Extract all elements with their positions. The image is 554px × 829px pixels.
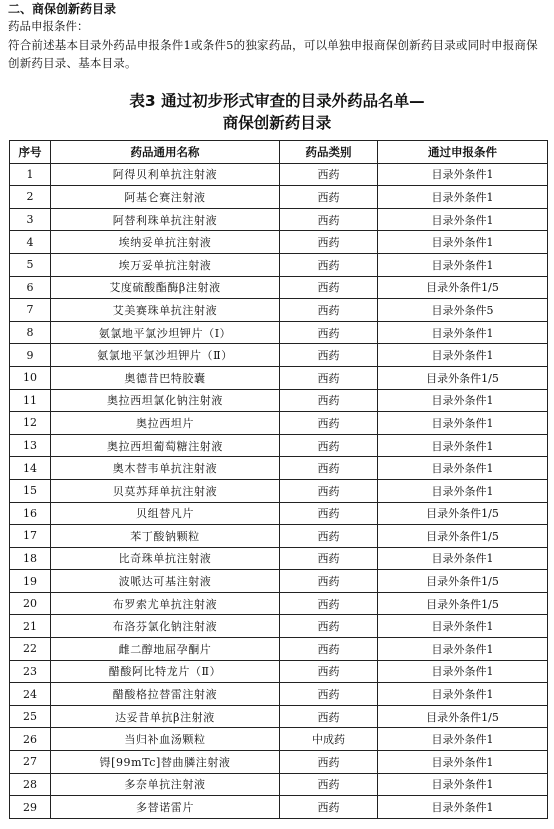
cell-passed-condition: 目录外条件1 — [378, 434, 548, 457]
table-row — [10, 253, 548, 276]
cell-passed-condition: 目录外条件1 — [378, 231, 548, 254]
cell-drug-name: 比奇珠单抗注射液 — [51, 547, 280, 570]
table-row — [10, 344, 548, 367]
cell-drug-category: 西药 — [280, 796, 378, 819]
table-row — [10, 773, 548, 796]
cell-serial-number: 19 — [10, 570, 51, 593]
cell-passed-condition: 目录外条件1 — [378, 728, 548, 751]
cell-serial-number: 11 — [10, 389, 51, 412]
cell-passed-condition: 目录外条件1 — [378, 208, 548, 231]
cell-serial-number: 15 — [10, 479, 51, 502]
cell-drug-name: 雌二醇地屈孕酮片 — [51, 638, 280, 661]
cell-drug-name: 贝莫苏拜单抗注射液 — [51, 479, 280, 502]
table-row — [10, 615, 548, 638]
cell-serial-number: 2 — [10, 186, 51, 209]
cell-drug-category: 西药 — [280, 547, 378, 570]
cell-drug-name: 锝[99mTc]替曲膦注射液 — [51, 751, 280, 774]
cell-drug-category: 西药 — [280, 683, 378, 706]
cell-drug-name: 氨氯地平氯沙坦钾片（Ⅱ） — [51, 344, 280, 367]
cell-serial-number: 14 — [10, 457, 51, 480]
cell-drug-name: 贝组替凡片 — [51, 502, 280, 525]
cell-drug-category: 西药 — [280, 457, 378, 480]
cell-serial-number: 21 — [10, 615, 51, 638]
cell-serial-number: 7 — [10, 299, 51, 322]
cell-serial-number: 10 — [10, 366, 51, 389]
table-title-line-1: 表3 通过初步形式审查的目录外药品名单— — [129, 92, 425, 110]
cell-passed-condition: 目录外条件1 — [378, 796, 548, 819]
table-row — [10, 434, 548, 457]
cell-drug-name: 埃万妥单抗注射液 — [51, 253, 280, 276]
cell-drug-category: 西药 — [280, 321, 378, 344]
cell-serial-number: 16 — [10, 502, 51, 525]
cell-passed-condition: 目录外条件1 — [378, 253, 548, 276]
cell-drug-name: 醋酸阿比特龙片（Ⅱ） — [51, 660, 280, 683]
cell-serial-number: 9 — [10, 344, 51, 367]
cell-drug-name: 艾度硫酸酯酶β注射液 — [51, 276, 280, 299]
table-header-row — [10, 141, 548, 164]
table-row — [10, 366, 548, 389]
cell-drug-category: 西药 — [280, 208, 378, 231]
intro-paragraph: 符合前述基本目录外药品申报条件1或条件5的独家药品，可以单独申报商保创新药目录或同时申报商保创新药目录、基本目录。 — [8, 38, 538, 70]
table-row — [10, 751, 548, 774]
cell-drug-category: 西药 — [280, 299, 378, 322]
cell-serial-number: 17 — [10, 525, 51, 548]
table-row — [10, 412, 548, 435]
cell-drug-name: 奥拉西坦片 — [51, 412, 280, 435]
cell-drug-category: 西药 — [280, 186, 378, 209]
table-row — [10, 479, 548, 502]
cell-passed-condition: 目录外条件1/5 — [378, 705, 548, 728]
cell-serial-number: 13 — [10, 434, 51, 457]
cell-drug-name: 苯丁酸钠颗粒 — [51, 525, 280, 548]
header-drug-name: 药品通用名称 — [51, 141, 280, 164]
cell-drug-category: 西药 — [280, 276, 378, 299]
cell-serial-number: 5 — [10, 253, 51, 276]
cell-passed-condition: 目录外条件1 — [378, 186, 548, 209]
cell-drug-name: 奥拉西坦葡萄糖注射液 — [51, 434, 280, 457]
table-title — [0, 90, 554, 134]
cell-serial-number: 26 — [10, 728, 51, 751]
cell-drug-name: 阿替利珠单抗注射液 — [51, 208, 280, 231]
cell-drug-name: 当归补血汤颗粒 — [51, 728, 280, 751]
table-row — [10, 231, 548, 254]
cell-drug-category: 中成药 — [280, 728, 378, 751]
cell-drug-category: 西药 — [280, 638, 378, 661]
cell-drug-name: 阿基仑赛注射液 — [51, 186, 280, 209]
cell-passed-condition: 目录外条件1/5 — [378, 570, 548, 593]
cell-drug-category: 西药 — [280, 705, 378, 728]
cell-passed-condition: 目录外条件1 — [378, 457, 548, 480]
cell-drug-name: 波哌达可基注射液 — [51, 570, 280, 593]
cell-passed-condition: 目录外条件1 — [378, 163, 548, 186]
header-passed-condition: 通过申报条件 — [378, 141, 548, 164]
cell-serial-number: 28 — [10, 773, 51, 796]
cell-drug-category: 西药 — [280, 502, 378, 525]
cell-passed-condition: 目录外条件1 — [378, 615, 548, 638]
header-serial-number: 序号 — [10, 141, 51, 164]
table-row — [10, 570, 548, 593]
cell-serial-number: 1 — [10, 163, 51, 186]
cell-drug-category: 西药 — [280, 231, 378, 254]
cell-drug-name: 布罗索尤单抗注射液 — [51, 592, 280, 615]
cell-drug-name: 奥德昔巴特胶囊 — [51, 366, 280, 389]
table-row — [10, 705, 548, 728]
cell-serial-number: 20 — [10, 592, 51, 615]
cell-passed-condition: 目录外条件1 — [378, 344, 548, 367]
header-drug-category: 药品类别 — [280, 141, 378, 164]
cell-drug-name: 醋酸格拉替雷注射液 — [51, 683, 280, 706]
table-row — [10, 547, 548, 570]
table-row — [10, 796, 548, 819]
cell-passed-condition: 目录外条件1/5 — [378, 276, 548, 299]
cell-passed-condition: 目录外条件1 — [378, 751, 548, 774]
table-row — [10, 186, 548, 209]
cell-drug-category: 西药 — [280, 412, 378, 435]
cell-passed-condition: 目录外条件1/5 — [378, 366, 548, 389]
cell-drug-category: 西药 — [280, 344, 378, 367]
cell-drug-name: 艾美赛珠单抗注射液 — [51, 299, 280, 322]
table-row — [10, 276, 548, 299]
cell-drug-category: 西药 — [280, 592, 378, 615]
cell-drug-category: 西药 — [280, 773, 378, 796]
declaration-conditions-label: 药品申报条件： — [8, 19, 89, 33]
cell-drug-category: 西药 — [280, 366, 378, 389]
table-title-line-2: 商保创新药目录 — [222, 114, 332, 132]
cell-drug-category: 西药 — [280, 479, 378, 502]
cell-serial-number: 8 — [10, 321, 51, 344]
cell-drug-category: 西药 — [280, 525, 378, 548]
table-row — [10, 389, 548, 412]
cell-drug-category: 西药 — [280, 615, 378, 638]
cell-passed-condition: 目录外条件1/5 — [378, 502, 548, 525]
cell-drug-name: 氨氯地平氯沙坦钾片（Ⅰ） — [51, 321, 280, 344]
cell-passed-condition: 目录外条件5 — [378, 299, 548, 322]
cell-drug-category: 西药 — [280, 163, 378, 186]
cell-passed-condition: 目录外条件1/5 — [378, 525, 548, 548]
cell-drug-name: 多替诺雷片 — [51, 796, 280, 819]
section-heading: 二、商保创新药目录 — [8, 2, 117, 16]
cell-drug-name: 多奈单抗注射液 — [51, 773, 280, 796]
cell-drug-name: 奥木替韦单抗注射液 — [51, 457, 280, 480]
cell-passed-condition: 目录外条件1 — [378, 660, 548, 683]
table-row — [10, 638, 548, 661]
table-row — [10, 299, 548, 322]
table-row — [10, 660, 548, 683]
table-row — [10, 683, 548, 706]
cell-serial-number: 22 — [10, 638, 51, 661]
cell-drug-name: 奥拉西坦氯化钠注射液 — [51, 389, 280, 412]
cell-drug-category: 西药 — [280, 751, 378, 774]
cell-passed-condition: 目录外条件1 — [378, 773, 548, 796]
cell-serial-number: 27 — [10, 751, 51, 774]
cell-drug-name: 达妥昔单抗β注射液 — [51, 705, 280, 728]
table-row — [10, 163, 548, 186]
cell-drug-name: 布洛芬氯化钠注射液 — [51, 615, 280, 638]
table-row — [10, 592, 548, 615]
cell-serial-number: 6 — [10, 276, 51, 299]
cell-drug-category: 西药 — [280, 434, 378, 457]
drug-list-table — [9, 140, 548, 819]
table-row — [10, 728, 548, 751]
cell-passed-condition: 目录外条件1 — [378, 321, 548, 344]
table-row — [10, 457, 548, 480]
cell-drug-name: 埃纳妥单抗注射液 — [51, 231, 280, 254]
cell-passed-condition: 目录外条件1 — [378, 683, 548, 706]
cell-passed-condition: 目录外条件1 — [378, 638, 548, 661]
cell-serial-number: 4 — [10, 231, 51, 254]
cell-drug-name: 阿得贝利单抗注射液 — [51, 163, 280, 186]
cell-serial-number: 25 — [10, 705, 51, 728]
cell-serial-number: 29 — [10, 796, 51, 819]
cell-serial-number: 24 — [10, 683, 51, 706]
table-row — [10, 208, 548, 231]
cell-serial-number: 23 — [10, 660, 51, 683]
cell-drug-category: 西药 — [280, 570, 378, 593]
cell-drug-category: 西药 — [280, 253, 378, 276]
cell-passed-condition: 目录外条件1 — [378, 389, 548, 412]
cell-drug-category: 西药 — [280, 660, 378, 683]
cell-drug-category: 西药 — [280, 389, 378, 412]
cell-serial-number: 18 — [10, 547, 51, 570]
cell-serial-number: 3 — [10, 208, 51, 231]
cell-serial-number: 12 — [10, 412, 51, 435]
cell-passed-condition: 目录外条件1 — [378, 547, 548, 570]
cell-passed-condition: 目录外条件1 — [378, 412, 548, 435]
cell-passed-condition: 目录外条件1/5 — [378, 592, 548, 615]
table-row — [10, 321, 548, 344]
table-row — [10, 525, 548, 548]
table-row — [10, 502, 548, 525]
cell-passed-condition: 目录外条件1 — [378, 479, 548, 502]
